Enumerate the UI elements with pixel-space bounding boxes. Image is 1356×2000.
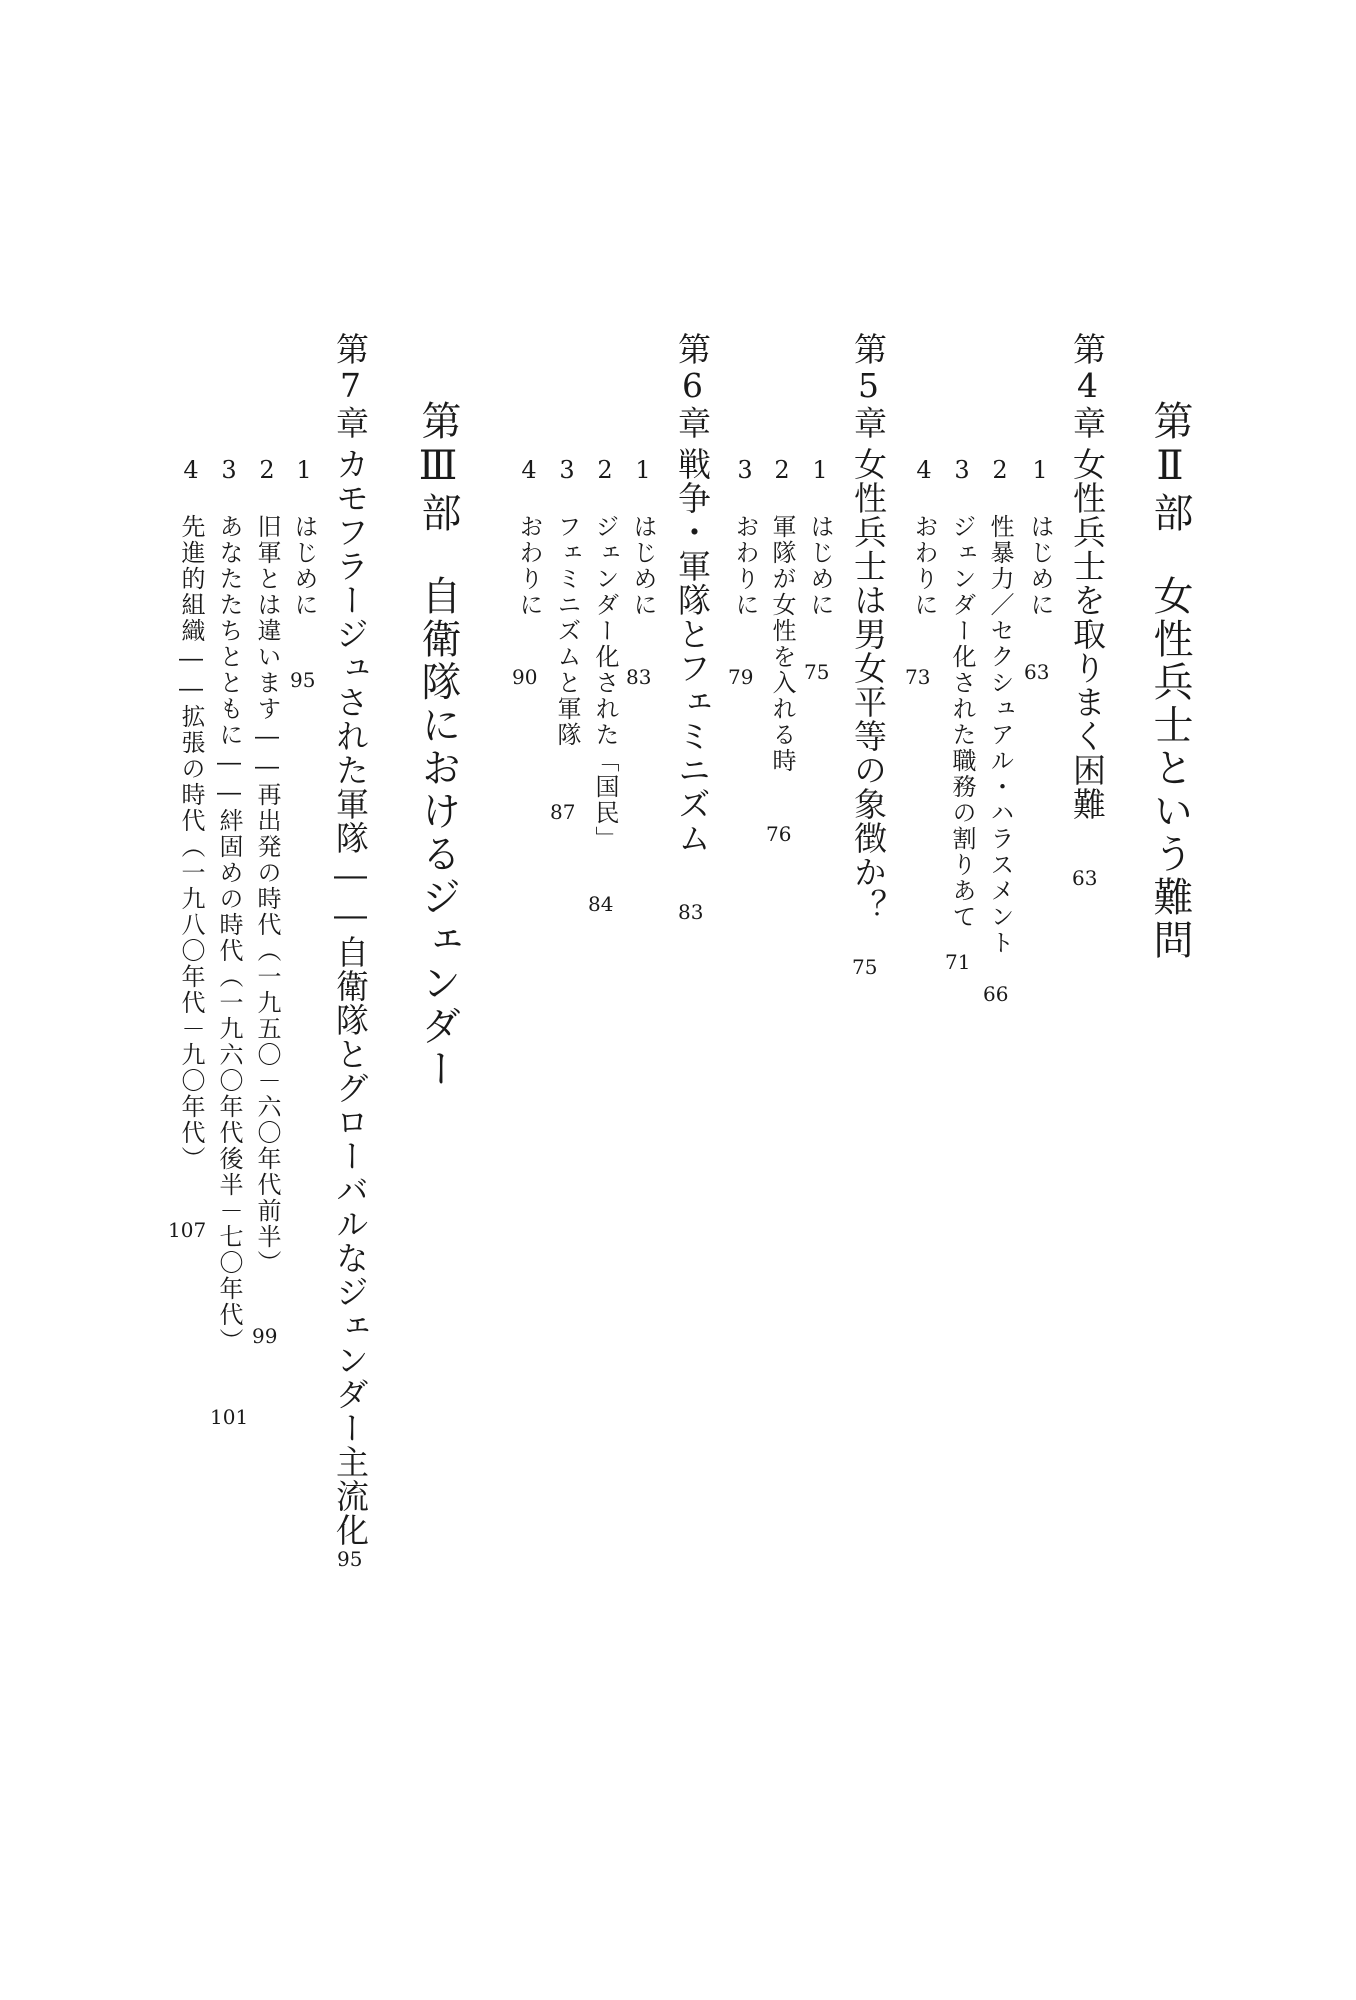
toc-entry-page: 99 bbox=[252, 1324, 278, 1348]
chapter-4-label: 第4章 bbox=[1068, 332, 1107, 440]
toc-entry-page: 83 bbox=[626, 665, 652, 689]
toc-entry-page: 107 bbox=[168, 1218, 207, 1242]
chapter-5-title: 女性兵士は男女平等の象徴か？ bbox=[849, 447, 888, 923]
toc-entry-page: 79 bbox=[728, 665, 754, 689]
toc-entry-page: 66 bbox=[983, 982, 1009, 1006]
chapter-7-page: 95 bbox=[337, 1547, 363, 1571]
part-3-label: 第Ⅲ部 bbox=[415, 400, 461, 535]
toc-entry-page: 95 bbox=[290, 668, 316, 692]
toc-entry-page: 76 bbox=[766, 822, 792, 846]
chapter-7-label: 第7章 bbox=[331, 332, 370, 440]
part-3-title: 自衛隊におけるジェンダー bbox=[415, 575, 461, 1091]
toc-entry-page: 73 bbox=[905, 665, 931, 689]
toc-entry: 4おわりに bbox=[910, 456, 938, 618]
chapter-4-page: 63 bbox=[1072, 866, 1098, 890]
chapter-5-label: 第5章 bbox=[849, 332, 888, 440]
chapter-5-page: 75 bbox=[852, 955, 878, 979]
part-2-title: 女性兵士という難問 bbox=[1147, 575, 1193, 962]
chapter-4-heading bbox=[1068, 326, 1107, 446]
toc-entry-page: 63 bbox=[1024, 660, 1050, 684]
toc-entry: 2性暴力／セクシュアル・ハラスメント bbox=[986, 456, 1014, 956]
toc-entry-page: 87 bbox=[550, 800, 576, 824]
part-2-heading bbox=[1147, 400, 1193, 962]
part-3-heading bbox=[415, 400, 461, 1091]
toc-entry-page: 75 bbox=[804, 660, 830, 684]
toc-entry: 2軍隊が女性を入れる時 bbox=[768, 456, 796, 774]
toc-entry: 4先進的組織――拡張の時代（一九八〇年代－九〇年代） bbox=[177, 456, 205, 1172]
chapter-7-heading bbox=[331, 326, 370, 446]
part-2-label: 第Ⅱ部 bbox=[1147, 400, 1193, 535]
chapter-6-page: 83 bbox=[678, 900, 704, 924]
toc-entry-page: 101 bbox=[210, 1405, 249, 1429]
toc-entry: 1はじめに bbox=[1026, 456, 1054, 618]
toc-entry-page: 84 bbox=[588, 892, 614, 916]
chapter-6-heading bbox=[673, 326, 712, 446]
chapter-6-label: 第6章 bbox=[673, 332, 712, 440]
chapter-7-title: カモフラージュされた軍隊――自衛隊とグローバルなジェンダー主流化 bbox=[331, 447, 370, 1547]
toc-entry: 1はじめに bbox=[629, 456, 657, 618]
toc-entry: 1はじめに bbox=[806, 456, 834, 618]
chapter-6-title: 戦争・軍隊とフェミニズム bbox=[673, 447, 712, 855]
toc-entry: 3フェミニズムと軍隊 bbox=[553, 456, 581, 748]
toc-entry: 2旧軍とは違います――再出発の時代（一九五〇－六〇年代前半） bbox=[253, 456, 281, 1276]
toc-entry: 4おわりに bbox=[515, 456, 543, 618]
toc-entry: 3あなたたちとともに――絆固めの時代（一九六〇年代後半－七〇年代） bbox=[215, 456, 243, 1354]
toc-entry: 1はじめに bbox=[290, 456, 318, 618]
toc-entry-page: 90 bbox=[512, 665, 538, 689]
toc-entry: 2ジェンダー化された「国民」 bbox=[591, 456, 619, 852]
chapter-4-title: 女性兵士を取りまく困難 bbox=[1068, 447, 1107, 821]
toc-entry: 3おわりに bbox=[731, 456, 759, 618]
chapter-5-heading bbox=[849, 326, 888, 446]
toc-entry: 3ジェンダー化された職務の割りあて bbox=[948, 456, 976, 930]
toc-entry-page: 71 bbox=[945, 950, 971, 974]
